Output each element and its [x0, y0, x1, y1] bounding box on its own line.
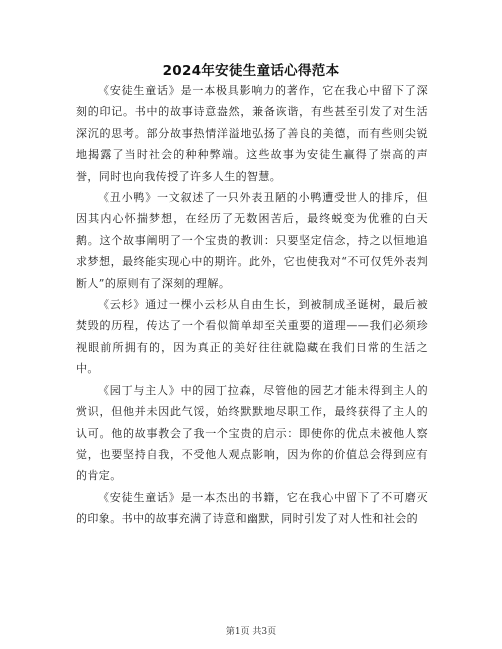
paragraph: 《安徒生童话》是一本杰出的书籍，它在我心中留下了不可磨灭的印象。书中的故事充满了诗意和幽默，同时引发了对人性和社会的 — [76, 490, 428, 526]
paragraph: 《园丁与主人》中的园丁拉森，尽管他的园艺才能未得到主人的赏识，但他并未因此气馁，始终默默地尽职工作，最终获得了主人的认可。他的故事教会了我一个宝贵的启示：即使你的优点未被他人察觉，也要坚持自我，不受他人观点影响，因为你的价值总会得到应有的肯定。 — [76, 383, 428, 483]
paragraph: 《云杉》通过一棵小云杉从自由生长，到被制成圣诞树，最后被焚毁的历程，传达了一个看似简单却至关重要的道理——我们必须珍视眼前所拥有的，因为真正的美好往往就隐藏在我们日常的生活之中。 — [76, 298, 428, 376]
document-body — [76, 80, 428, 530]
paragraph: 《丑小鸭》一文叙述了一只外表丑陋的小鸭遭受世人的排斥，但因其内心怀揣梦想，在经历了无数困苦后，最终蜕变为优雅的白天鹅。这个故事阐明了一个宝贵的教训：只要坚定信念，持之以恒地追求梦想，最终能实现心中的期许。此外，它也使我对“不可仅凭外表判断人”的原则有了深刻的理解。 — [76, 191, 428, 290]
paragraph: 《安徒生童话》是一本极具影响力的著作，它在我心中留下了深刻的印记。书中的故事诗意盎然，兼备诙谐，有些甚至引发了对生活深沉的思考。部分故事热情洋溢地弘扬了善良的美德，而有些则尖锐地揭露了当时社会的种种弊端。这些故事为安徒生赢得了崇高的声誉，同时也向我传授了许多人生的智慧。 — [76, 84, 428, 183]
document-title: 2024年安徒生童话心得范本 — [162, 63, 340, 79]
page-number-footer: 第1页 共3页 — [225, 627, 277, 637]
